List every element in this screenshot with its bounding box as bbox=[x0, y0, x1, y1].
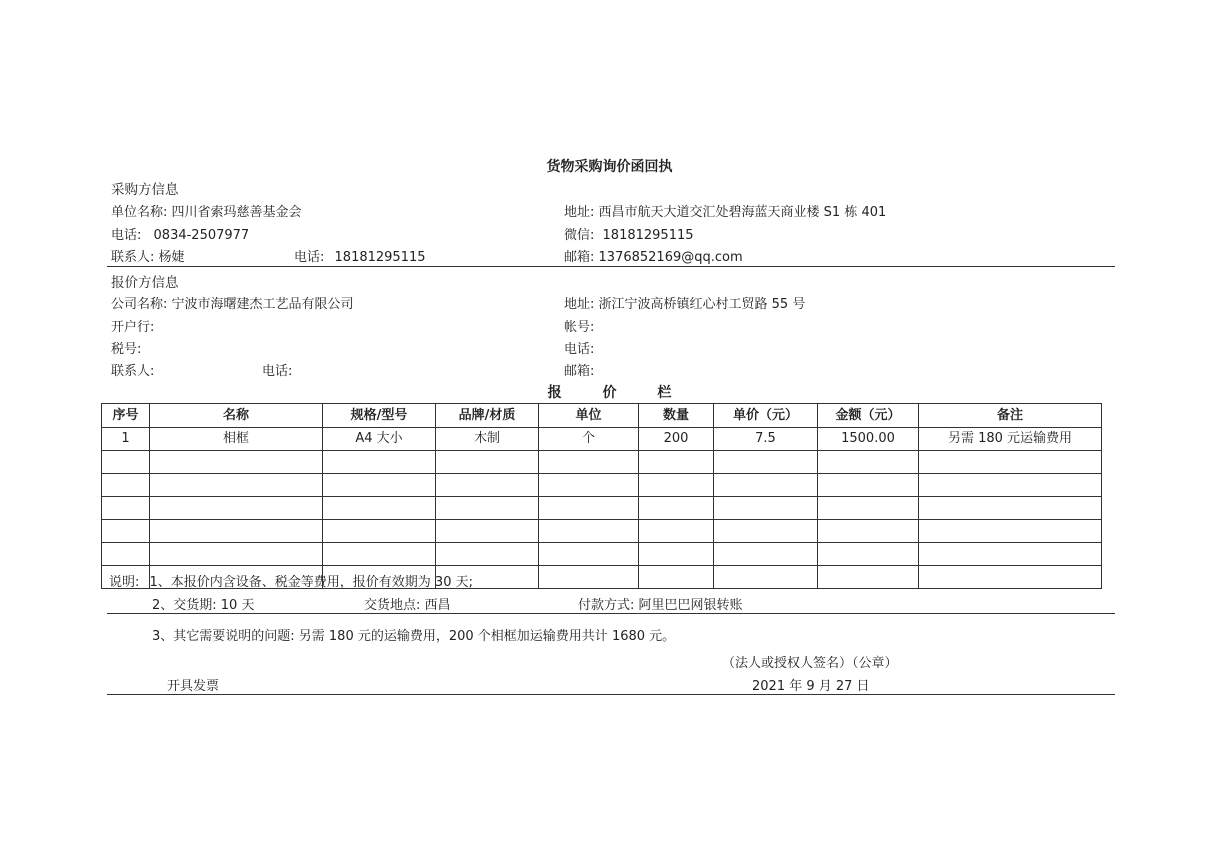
cell-unit bbox=[539, 451, 639, 474]
cell-seq: 1 bbox=[102, 428, 150, 451]
cell-note bbox=[919, 451, 1102, 474]
supplier-company-value: 宁波市海曙建杰工艺品有限公司 bbox=[171, 297, 354, 312]
cell-spec bbox=[323, 520, 436, 543]
table-row bbox=[102, 451, 1102, 474]
cell-unit bbox=[539, 566, 639, 589]
cell-quantity bbox=[639, 566, 714, 589]
cell-unit-price bbox=[714, 451, 818, 474]
supplier-bank-label: 开户行: bbox=[111, 320, 155, 335]
supplier-company-label: 公司名称: bbox=[111, 297, 168, 312]
buyer-contact-phone-value: 18181295115 bbox=[334, 250, 426, 265]
table-row bbox=[102, 543, 1102, 566]
note-payment: 付款方式: 阿里巴巴网银转账 bbox=[578, 598, 743, 613]
cell-quantity bbox=[639, 451, 714, 474]
note-delivery-period: 2、交货期: 10 天 bbox=[152, 598, 255, 613]
note-3: 3、其它需要说明的问题: 另需 180 元的运输费用，200 个相框加运输费用共计 1680 元。 bbox=[152, 629, 676, 644]
cell-name bbox=[150, 497, 323, 520]
supplier-account-label: 帐号: bbox=[564, 320, 595, 335]
header-brand: 品牌/材质 bbox=[436, 404, 539, 428]
cell-seq bbox=[102, 497, 150, 520]
date-line: 2021 年 9 月 27 日 bbox=[752, 679, 870, 694]
cell-unit bbox=[539, 474, 639, 497]
table-row bbox=[102, 474, 1102, 497]
supplier-address-label: 地址: bbox=[564, 297, 595, 312]
cell-unit-price bbox=[714, 543, 818, 566]
buyer-contact-label: 联系人: bbox=[111, 250, 155, 265]
buyer-address-row bbox=[564, 201, 886, 220]
cell-amount: 1500.00 bbox=[818, 428, 919, 451]
buyer-phone-value: 0834-2507977 bbox=[153, 228, 250, 243]
supplier-contact-label: 联系人: bbox=[111, 364, 155, 379]
document-title: 货物采购询价函回执 bbox=[546, 159, 673, 175]
quote-heading-char: 价 bbox=[602, 385, 617, 401]
buyer-email-value: 1376852169@qq.com bbox=[598, 250, 743, 265]
cell-spec bbox=[323, 474, 436, 497]
cell-seq bbox=[102, 520, 150, 543]
invoice-label: 开具发票 bbox=[167, 679, 220, 694]
cell-amount bbox=[818, 451, 919, 474]
divider-line bbox=[107, 694, 1115, 695]
cell-unit-price bbox=[714, 497, 818, 520]
cell-amount bbox=[818, 520, 919, 543]
supplier-section-title: 报价方信息 bbox=[111, 275, 179, 291]
supplier-contact-phone-label: 电话: bbox=[262, 364, 293, 379]
cell-spec bbox=[323, 451, 436, 474]
table-row bbox=[102, 428, 1102, 451]
cell-note bbox=[919, 543, 1102, 566]
cell-name bbox=[150, 474, 323, 497]
table-row bbox=[102, 497, 1102, 520]
cell-spec bbox=[323, 543, 436, 566]
header-note: 备注 bbox=[919, 404, 1102, 428]
buyer-unit-row bbox=[111, 201, 302, 220]
cell-spec: A4 大小 bbox=[323, 428, 436, 451]
cell-amount bbox=[818, 474, 919, 497]
table-row bbox=[102, 520, 1102, 543]
buyer-wechat-row bbox=[564, 224, 694, 243]
note-1: 1、本报价内含设备、税金等费用，报价有效期为 30 天; bbox=[149, 575, 473, 590]
cell-brand bbox=[436, 543, 539, 566]
cell-unit: 个 bbox=[539, 428, 639, 451]
table-header-row bbox=[102, 404, 1102, 428]
supplier-email-label: 邮箱: bbox=[564, 364, 595, 379]
cell-amount bbox=[818, 497, 919, 520]
buyer-contact-phone-row bbox=[294, 246, 426, 265]
cell-amount bbox=[818, 566, 919, 589]
cell-name bbox=[150, 543, 323, 566]
buyer-email-label: 邮箱: bbox=[564, 250, 595, 265]
buyer-unit-label: 单位名称: bbox=[111, 205, 168, 220]
cell-brand bbox=[436, 497, 539, 520]
buyer-contact-row bbox=[111, 246, 185, 265]
note-line-1 bbox=[109, 571, 473, 590]
header-name: 名称 bbox=[150, 404, 323, 428]
quote-heading bbox=[0, 382, 1219, 402]
buyer-address-value: 西昌市航天大道交汇处碧海蓝天商业楼 S1 栋 401 bbox=[598, 205, 887, 220]
cell-unit bbox=[539, 520, 639, 543]
buyer-wechat-label: 微信: bbox=[564, 228, 595, 243]
header-amount: 金额（元） bbox=[818, 404, 919, 428]
cell-quantity bbox=[639, 520, 714, 543]
cell-quantity: 200 bbox=[639, 428, 714, 451]
buyer-phone-row bbox=[111, 224, 249, 243]
cell-name: 相框 bbox=[150, 428, 323, 451]
buyer-wechat-value: 18181295115 bbox=[602, 228, 694, 243]
header-quantity: 数量 bbox=[639, 404, 714, 428]
cell-note bbox=[919, 520, 1102, 543]
quote-heading-char: 报 bbox=[547, 385, 562, 401]
header-unit-price: 单价（元） bbox=[714, 404, 818, 428]
signature-line: （法人或授权人签名）（公章） bbox=[722, 656, 898, 671]
header-unit: 单位 bbox=[539, 404, 639, 428]
cell-unit bbox=[539, 497, 639, 520]
cell-seq bbox=[102, 543, 150, 566]
supplier-company-row bbox=[111, 293, 354, 312]
buyer-section-title: 采购方信息 bbox=[111, 182, 179, 198]
quote-heading-char: 栏 bbox=[657, 385, 672, 401]
cell-name bbox=[150, 520, 323, 543]
header-seq: 序号 bbox=[102, 404, 150, 428]
cell-unit-price bbox=[714, 566, 818, 589]
cell-seq bbox=[102, 451, 150, 474]
buyer-email-row bbox=[564, 246, 743, 265]
buyer-contact-phone-label: 电话: bbox=[294, 250, 325, 265]
cell-note bbox=[919, 497, 1102, 520]
buyer-phone-label: 电话: bbox=[111, 228, 142, 243]
cell-brand bbox=[436, 520, 539, 543]
cell-note bbox=[919, 474, 1102, 497]
cell-unit-price bbox=[714, 474, 818, 497]
quote-table bbox=[101, 403, 1102, 589]
supplier-address-value: 浙江宁波高桥镇红心村工贸路 55 号 bbox=[598, 297, 806, 312]
cell-quantity bbox=[639, 543, 714, 566]
supplier-phone-label: 电话: bbox=[564, 342, 595, 357]
cell-spec bbox=[323, 497, 436, 520]
cell-note bbox=[919, 566, 1102, 589]
divider-line bbox=[107, 613, 1115, 614]
buyer-address-label: 地址: bbox=[564, 205, 595, 220]
supplier-address-row bbox=[564, 293, 805, 312]
divider-line bbox=[107, 266, 1115, 267]
cell-amount bbox=[818, 543, 919, 566]
cell-unit bbox=[539, 543, 639, 566]
cell-quantity bbox=[639, 474, 714, 497]
cell-name bbox=[150, 451, 323, 474]
cell-unit-price: 7.5 bbox=[714, 428, 818, 451]
cell-brand bbox=[436, 474, 539, 497]
buyer-contact-value: 杨婕 bbox=[158, 250, 185, 265]
supplier-tax-label: 税号: bbox=[111, 342, 142, 357]
cell-unit-price bbox=[714, 520, 818, 543]
cell-note: 另需 180 元运输费用 bbox=[919, 428, 1102, 451]
cell-seq bbox=[102, 474, 150, 497]
cell-brand bbox=[436, 451, 539, 474]
cell-quantity bbox=[639, 497, 714, 520]
buyer-unit-value: 四川省索玛慈善基金会 bbox=[171, 205, 302, 220]
header-spec: 规格/型号 bbox=[323, 404, 436, 428]
notes-label: 说明: bbox=[109, 575, 140, 590]
note-delivery-place: 交货地点: 西昌 bbox=[364, 598, 451, 613]
cell-brand: 木制 bbox=[436, 428, 539, 451]
